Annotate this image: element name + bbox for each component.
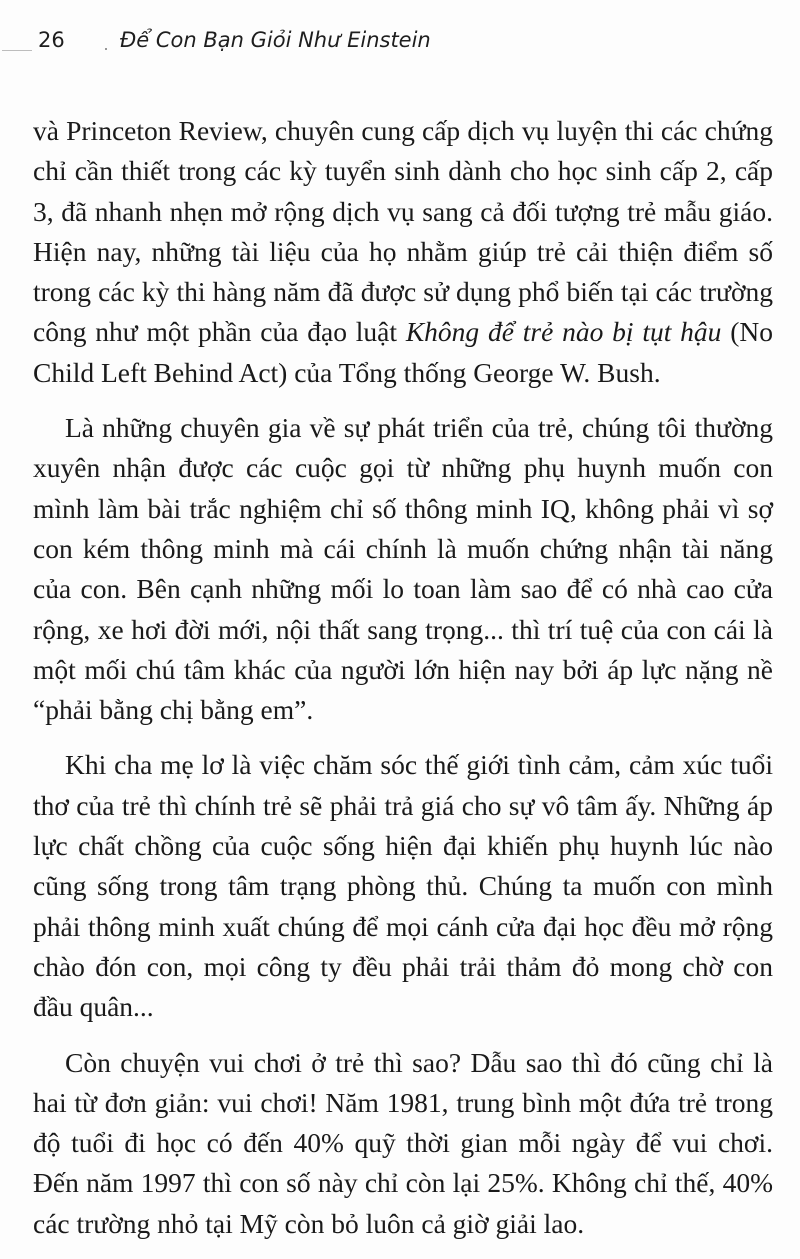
paragraph-text: và Princeton Review, chuyên cung cấp dịch vụ luyện thi các chứng chỉ cần thiết trong các kỳ tuyển sinh dành cho học sinh cấp 2, cấp 3, đã nhanh nhẹn mở rộng dịch vụ sang cả đối tượng trẻ mẫu giáo. Hiện nay, những tài liệu của họ nhằm giúp trẻ cải thiện điểm số trong các kỳ thi hàng năm đã được sử dụng phổ biến tại các trường công như một phần của đạo luật (33, 115, 773, 348)
body-text (33, 111, 773, 1244)
paragraph-3: Khi cha mẹ lơ là việc chăm sóc thế giới tình cảm, cảm xúc tuổi thơ của trẻ thì chính trẻ sẽ phải trả giá cho sự vô tâm ấy. Những áp lực chất chồng của cuộc sống hiện đại khiến phụ huynh lúc nào cũng sống trong tâm trạng phòng thủ. Chúng ta muốn con mình phải thông minh xuất chúng để mọi cánh cửa đại học đều mở rộng chào đón con, mọi công ty đều phải trải thảm đỏ mong chờ con đầu quân... (33, 749, 773, 1023)
header-separator-dot (105, 48, 107, 50)
paragraph-4: Còn chuyện vui chơi ở trẻ thì sao? Dẫu sao thì đó cũng chỉ là hai từ đơn giản: vui chơi! Năm 1981, trung bình một đứa trẻ trong độ tuổi đi học có đến 40% quỹ thời gian mỗi ngày để vui chơi. Đến năm 1997 thì con số này chỉ còn lại 25%. Không chỉ thế, 40% các trường nhỏ tại Mỹ còn bỏ luôn cả giờ giải lao. (33, 1046, 773, 1239)
paragraph-2: Là những chuyên gia về sự phát triển của trẻ, chúng tôi thường xuyên nhận được các cuộc gọi từ những phụ huynh muốn con mình làm bài trắc nghiệm chỉ số thông minh IQ, không phải vì sợ con kém thông minh mà cái chính là muốn chứng nhận tài năng của con. Bên cạnh những mối lo toan làm sao để có nhà cao cửa rộng, xe hơi đời mới, nội thất sang trọng... thì trí tuệ của con cái là một mối chú tâm khác của người lớn hiện nay bởi áp lực nặng nề “phải bằng chị bằng em”. (33, 412, 773, 726)
paragraph-text: (No Child Left Behind Act) của Tổng thống George W. Bush. (33, 316, 773, 388)
running-header (0, 28, 800, 64)
law-title-italic: Không để trẻ nào bị tụt hậu (405, 316, 722, 348)
header-rule (2, 50, 32, 51)
paragraph-1 (33, 111, 773, 393)
page-number: 26 (38, 28, 65, 52)
book-title: Để Con Bạn Giỏi Như Einstein (120, 28, 431, 52)
